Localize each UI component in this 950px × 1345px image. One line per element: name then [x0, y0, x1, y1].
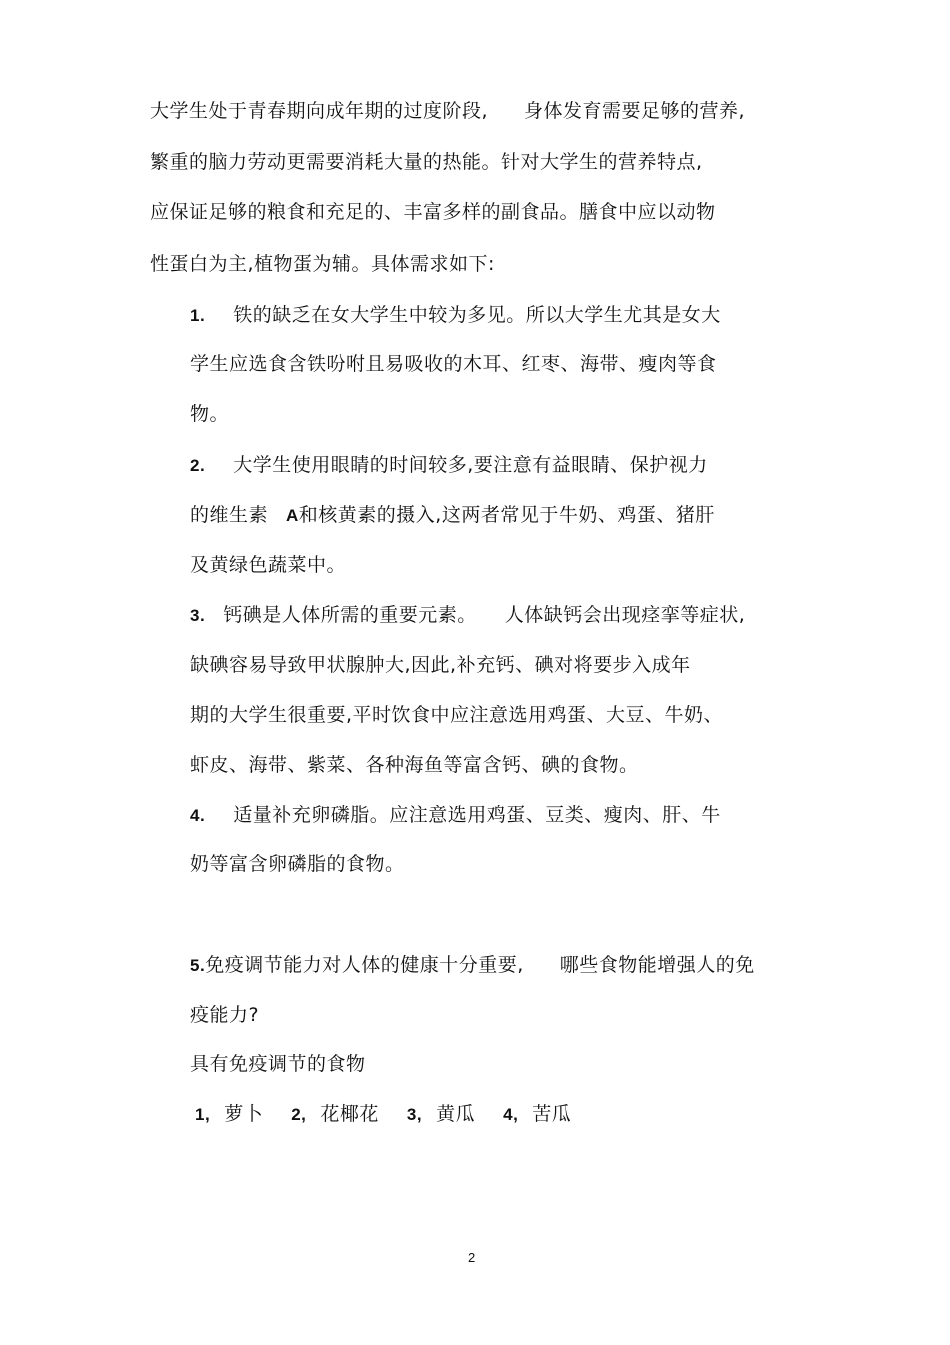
item-3-number: 3.: [190, 606, 206, 625]
foods-heading: 具有免疫调节的食物: [190, 1053, 366, 1075]
item-3-line-3: 期的大学生很重要,平时饮食中应注意选用鸡蛋、大豆、牛奶、: [190, 704, 724, 726]
question-text-1b: 哪些食物能增强人的免: [559, 954, 755, 976]
item-3-line-2: 缺碘容易导致甲状腺肿大,因此,补充钙、碘对将要步入成年: [190, 654, 691, 676]
item-2-number: 2.: [190, 456, 206, 475]
item-4-number: 4.: [190, 806, 206, 825]
vitamin-a-label: A: [286, 506, 299, 525]
question-line-2: 疫能力?: [190, 1004, 260, 1026]
foods-list: [195, 1102, 571, 1127]
item-2-line-2: [190, 503, 715, 528]
item-1-line-3: 物。: [190, 403, 230, 425]
item-4-line-1: [190, 803, 721, 828]
intro-line-4: 性蛋白为主,植物蛋为辅。具体需求如下:: [150, 253, 495, 275]
intro-line-2: 繁重的脑力劳动更需要消耗大量的热能。针对大学生的营养特点,: [150, 151, 703, 173]
food-2-number: 2,: [291, 1105, 307, 1124]
question-text-1a: 免疫调节能力对人体的健康十分重要,: [205, 954, 524, 976]
food-2-name: 花椰花: [320, 1103, 379, 1125]
food-4-name: 苦瓜: [532, 1103, 572, 1125]
item-2-line-3: 及黄绿色蔬菜中。: [190, 554, 347, 576]
item-2-text-2c: 和核黄素的摄入,这两者常见于牛奶、鸡蛋、猪肝: [298, 504, 715, 526]
food-1-name: 萝卜: [224, 1103, 264, 1125]
page-number: 2: [468, 1250, 476, 1265]
item-1-line-2: 学生应选食含铁吩咐且易吸收的木耳、红枣、海带、瘦肉等食: [190, 353, 717, 375]
intro-line-1: [150, 99, 745, 123]
item-3-text-1b: 人体缺钙会出现痉挛等症状,: [504, 604, 746, 626]
item-2-line-1: [190, 453, 708, 478]
item-4-line-2: 奶等富含卵磷脂的食物。: [190, 853, 405, 875]
item-2-text-1: 大学生使用眼睛的时间较多,要注意有益眼睛、保护视力: [233, 454, 708, 476]
question-line-1: [190, 953, 755, 978]
item-3-line-4: 虾皮、海带、紫菜、各种海鱼等富含钙、碘的食物。: [190, 754, 639, 776]
item-1-line-1: [190, 303, 721, 328]
item-1-number: 1.: [190, 306, 206, 325]
intro-line-3: 应保证足够的粮食和充足的、丰富多样的副食品。膳食中应以动物: [150, 201, 716, 223]
intro-line-1-part-b: 身体发育需要足够的营养,: [524, 100, 746, 122]
item-1-text-1: 铁的缺乏在女大学生中较为多见。所以大学生尤其是女大: [233, 304, 721, 326]
item-3-line-1: [190, 603, 745, 628]
item-2-text-2a: 的维生素: [190, 504, 269, 526]
food-3-name: 黄瓜: [436, 1103, 476, 1125]
item-4-text-1: 适量补充卵磷脂。应注意选用鸡蛋、豆类、瘦肉、肝、牛: [233, 804, 721, 826]
question-number: 5.: [190, 956, 206, 975]
food-4-number: 4,: [503, 1105, 519, 1124]
food-3-number: 3,: [406, 1105, 423, 1124]
item-3-text-1a: 钙碘是人体所需的重要元素。: [223, 604, 477, 626]
intro-line-1-part-a: 大学生处于青春期向成年期的过度阶段,: [150, 100, 489, 122]
food-1-number: 1,: [195, 1105, 211, 1124]
